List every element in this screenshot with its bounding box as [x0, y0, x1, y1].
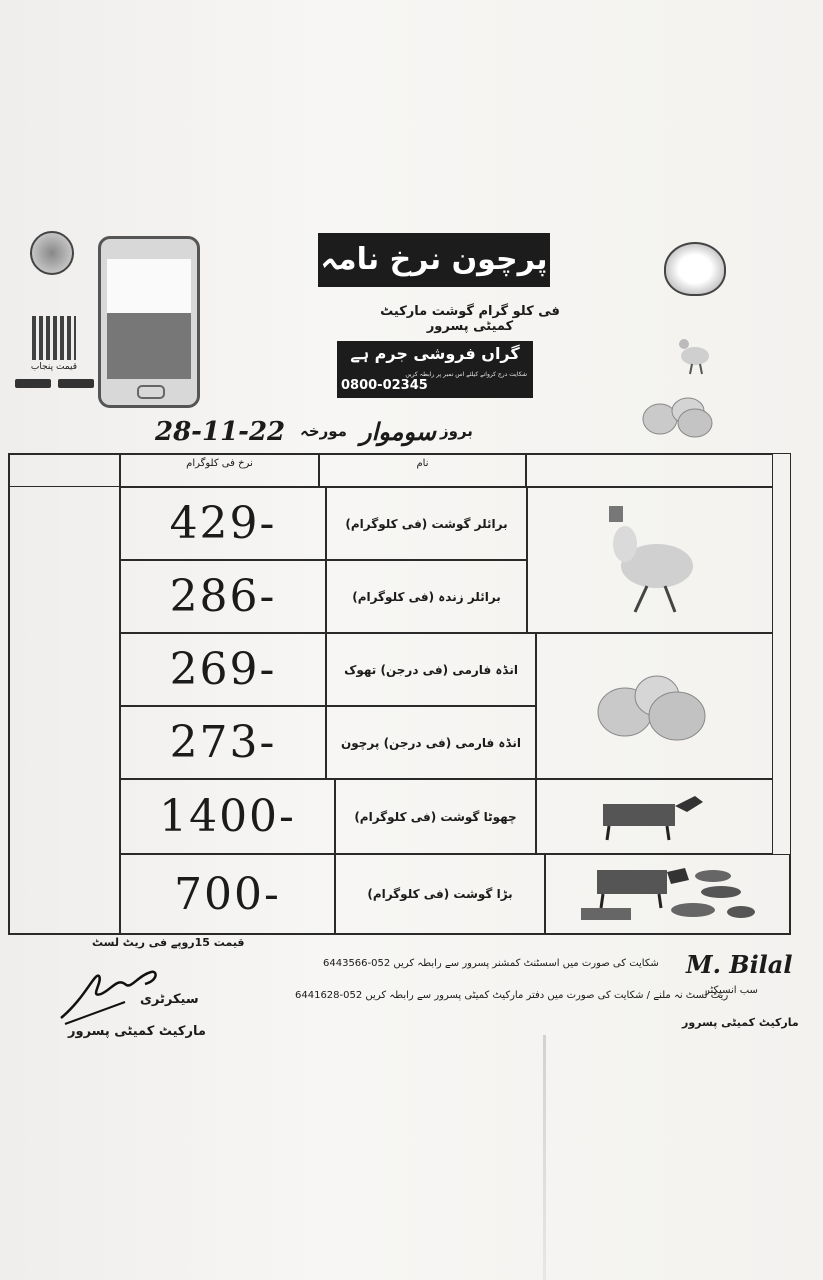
date-value: 28-11-22: [155, 417, 286, 447]
goat-icon: [595, 792, 715, 842]
price-cell: 286-: [120, 560, 326, 633]
app-caption: قیمت پنجاب: [30, 362, 78, 372]
eggs-image-cell: [536, 633, 773, 779]
date-label: مورخہ: [300, 422, 347, 440]
chicken-image-cell: [527, 487, 773, 633]
item-name-cell: انڈہ فارمی (فی درجن) پرچون: [326, 706, 536, 779]
punjab-emblem-small-icon: [30, 231, 74, 275]
warning-text: گراں فروشی جرم ہے: [350, 344, 520, 363]
day-value: سوموار: [360, 417, 437, 446]
header-empty-left: [9, 454, 120, 487]
inspector-signature: M. Bilal: [686, 950, 793, 979]
item-name-cell: انڈہ فارمی (فی درجن) تھوک: [326, 633, 536, 706]
secretary-org: مارکیٹ کمیٹی پسرور: [68, 1024, 206, 1039]
warning-note: شکایت درج کروانے کیلئے اس نمبر پر رابطہ کریں: [405, 371, 527, 378]
warning-box: [337, 341, 533, 398]
government-punjab-logo-icon: [664, 242, 726, 296]
col-header-price: نرخ فی کلوگرام: [120, 454, 319, 487]
secretary-title: سیکرٹری: [140, 992, 199, 1007]
inspector-title: سب انسپکٹر: [705, 985, 758, 996]
blank-column: [9, 487, 120, 934]
complaint-note-office: ریٹ لسٹ نہ ملنے / شکایت کی صورت میں دفتر مارکیٹ کمیٹی پسرور سے رابطہ کریں 052-6441628: [295, 990, 729, 1001]
date-line: [150, 417, 480, 451]
page-subtitle: فی کلو گرام گوشت مارکیٹ کمیٹی پسرور: [380, 304, 560, 334]
header-empty-right: [526, 454, 773, 487]
day-label: بروز: [440, 422, 473, 440]
beef-icon: [573, 862, 763, 926]
chicken-small-icon: [670, 328, 720, 378]
beef-image-cell: [545, 854, 790, 934]
item-name-cell: چھوٹا گوشت (فی کلوگرام): [335, 779, 536, 854]
phone-app-graphic: [98, 236, 200, 408]
phone-screen: [107, 259, 191, 379]
helpline-number: 0800-02345: [341, 378, 428, 393]
complaint-note-ac: شکایت کی صورت میں اسسٹنٹ کمشنر پسرور سے رابطہ کریں 052-6443566: [323, 958, 659, 969]
qr-code-icon: [32, 316, 76, 360]
eggs-small-icon: [640, 395, 720, 440]
price-cell: 273-: [120, 706, 326, 779]
col-header-name: نام: [319, 454, 526, 487]
list-price-note: قیمت 15روپے فی ریٹ لسٹ: [92, 936, 245, 949]
inspector-org: مارکیٹ کمیٹی پسرور: [682, 1016, 799, 1029]
chicken-icon: [595, 500, 705, 620]
price-cell: 269-: [120, 633, 326, 706]
item-name-cell: برائلر زندہ (فی کلوگرام): [326, 560, 527, 633]
google-play-badge-icon: [15, 379, 51, 388]
page-title: پرچون نرخ نامہ: [318, 233, 550, 287]
item-name-cell: برائلر گوشت (فی کلوگرام): [326, 487, 527, 560]
paper-fold: [543, 1035, 546, 1280]
price-cell: 429-: [120, 487, 326, 560]
price-table: [8, 453, 791, 935]
price-cell: 1400-: [120, 779, 335, 854]
item-name-cell: بڑا گوشت (فی کلوگرام): [335, 854, 545, 934]
eggs-icon: [595, 666, 715, 746]
phone-home-button: [137, 385, 165, 399]
app-store-badge-icon: [58, 379, 94, 388]
price-cell: 700-: [120, 854, 335, 934]
goat-image-cell: [536, 779, 773, 854]
